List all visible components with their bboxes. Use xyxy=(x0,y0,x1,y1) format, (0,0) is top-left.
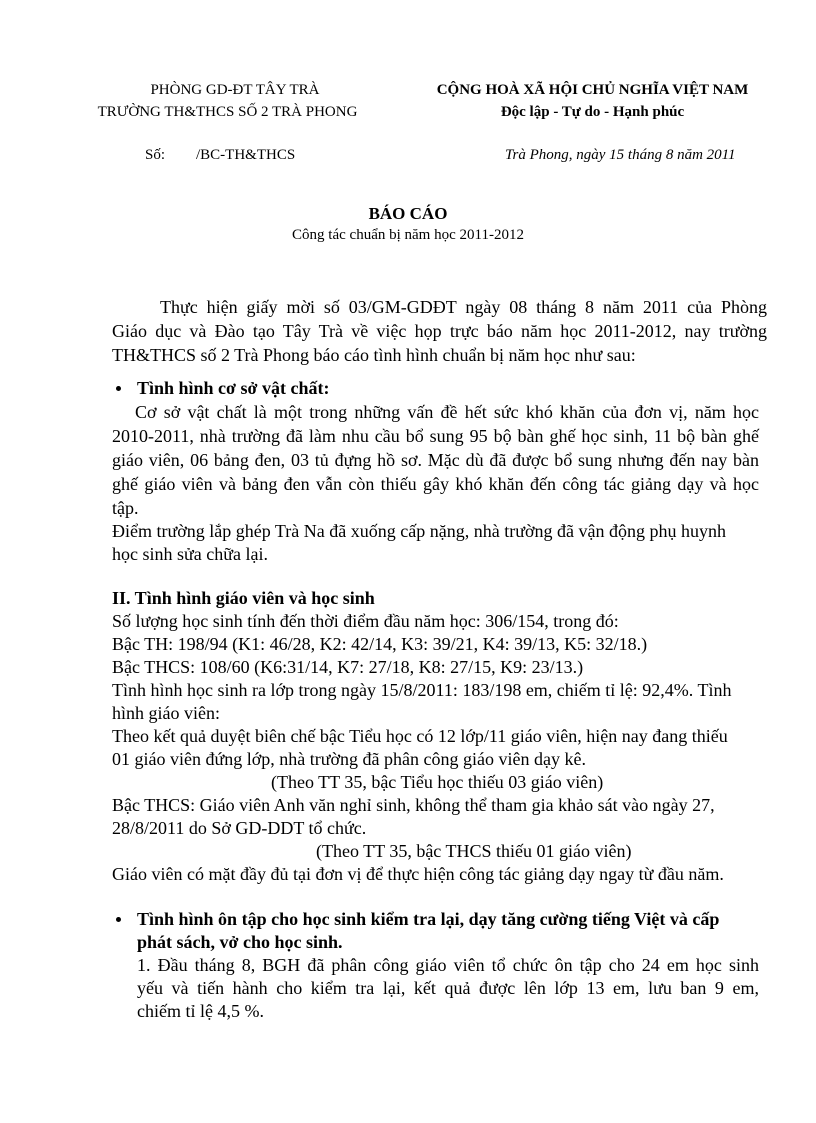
body-line: giáo viên, 06 bảng đen, 03 tủ đựng hồ sơ. Mặc dù đã được bổ sung nhưng đến nay bàn xyxy=(112,450,759,470)
national-motto: Độc lập - Tự do - Hạnh phúc xyxy=(500,104,685,120)
section-heading: phát sách, vở cho học sinh. xyxy=(137,932,343,952)
body-line: 28/8/2011 do Sở GD-DDT tổ chức. xyxy=(112,818,367,838)
section-heading: II. Tình hình giáo viên và học sinh xyxy=(112,588,375,608)
body-line: hình giáo viên: xyxy=(112,703,220,723)
national-title: CỘNG HOÀ XÃ HỘI CHỦ NGHĨA VIỆT NAM xyxy=(436,82,749,98)
body-line: Cơ sở vật chất là một trong những vấn đề hết sức khó khăn của đơn vị, năm học xyxy=(135,402,759,422)
intro-line: Thực hiện giấy mời số 03/GM-GDĐT ngày 08 tháng 8 năm 2011 của Phòng xyxy=(160,297,767,317)
body-line: học sinh sửa chữa lại. xyxy=(112,544,268,564)
agency-name: PHÒNG GD-ĐT TÂY TRÀ xyxy=(150,82,320,98)
report-subtitle: Công tác chuẩn bị năm học 2011-2012 xyxy=(292,227,524,243)
document-number-code: /BC-TH&THCS xyxy=(196,147,296,163)
body-line: 01 giáo viên đứng lớp, nhà trường đã phân công giáo viên dạy kê. xyxy=(112,749,586,769)
section-heading: Tình hình ôn tập cho học sinh kiểm tra lại, dạy tăng cường tiếng Việt và cấp xyxy=(137,909,720,929)
report-title: BÁO CÁO xyxy=(368,204,448,223)
place-date: Trà Phong, ngày 15 tháng 8 năm 2011 xyxy=(505,147,736,163)
body-line: tập. xyxy=(112,498,139,518)
body-line: chiếm tỉ lệ 4,5 %. xyxy=(137,1001,264,1021)
body-line: Theo kết quả duyệt biên chế bậc Tiểu học có 12 lớp/11 giáo viên, hiện nay đang thiếu xyxy=(112,726,728,746)
intro-line: TH&THCS số 2 Trà Phong báo cáo tình hình chuẩn bị năm học như sau: xyxy=(112,345,636,365)
bullet-icon xyxy=(116,386,121,391)
section-heading: Tình hình cơ sở vật chất: xyxy=(137,378,330,398)
body-line: Số lượng học sinh tính đến thời điểm đầu năm học: 306/154, trong đó: xyxy=(112,611,619,631)
body-line: ghế giáo viên và bảng đen vẫn còn thiếu gây khó khăn đến công tác giảng dạy và học xyxy=(112,474,759,494)
body-line: 1. Đầu tháng 8, BGH đã phân công giáo viên tổ chức ôn tập cho 24 em học sinh xyxy=(137,955,759,975)
intro-line: Giáo dục và Đào tạo Tây Trà về việc họp trực báo năm học 2011-2012, nay trường xyxy=(112,321,767,341)
body-line: Giáo viên có mặt đầy đủ tại đơn vị để thực hiện công tác giảng dạy ngay từ đầu năm. xyxy=(112,864,724,884)
body-line: Bậc THCS: 108/60 (K6:31/14, K7: 27/18, K8: 27/15, K9: 23/13.) xyxy=(112,657,584,677)
school-name: TRƯỜNG TH&THCS SỐ 2 TRÀ PHONG xyxy=(97,104,358,120)
document-number-label: Số: xyxy=(145,147,166,163)
body-line: 2010-2011, nhà trường đã làm nhu cầu bổ sung 95 bộ bàn ghế học sinh, 11 bộ bàn ghế xyxy=(112,426,759,446)
body-line: Bậc THCS: Giáo viên Anh văn nghỉ sinh, không thể tham gia khảo sát vào ngày 27, xyxy=(112,795,715,815)
body-line: Tình hình học sinh ra lớp trong ngày 15/8/2011: 183/198 em, chiếm tỉ lệ: 92,4%. Tình xyxy=(112,680,732,700)
body-line: Điểm trường lắp ghép Trà Na đã xuống cấp nặng, nhà trường đã vận động phụ huynh xyxy=(112,521,726,541)
body-line: yếu và tiến hành cho kiểm tra lại, kết quả được lên lớp 13 em, lưu ban 9 em, xyxy=(137,978,759,998)
body-line: (Theo TT 35, bậc THCS thiếu 01 giáo viên) xyxy=(316,841,632,861)
body-line: Bậc TH: 198/94 (K1: 46/28, K2: 42/14, K3: 39/21, K4: 39/13, K5: 32/18.) xyxy=(112,634,648,654)
body-line: (Theo TT 35, bậc Tiểu học thiếu 03 giáo viên) xyxy=(271,772,604,792)
bullet-icon xyxy=(116,917,121,922)
